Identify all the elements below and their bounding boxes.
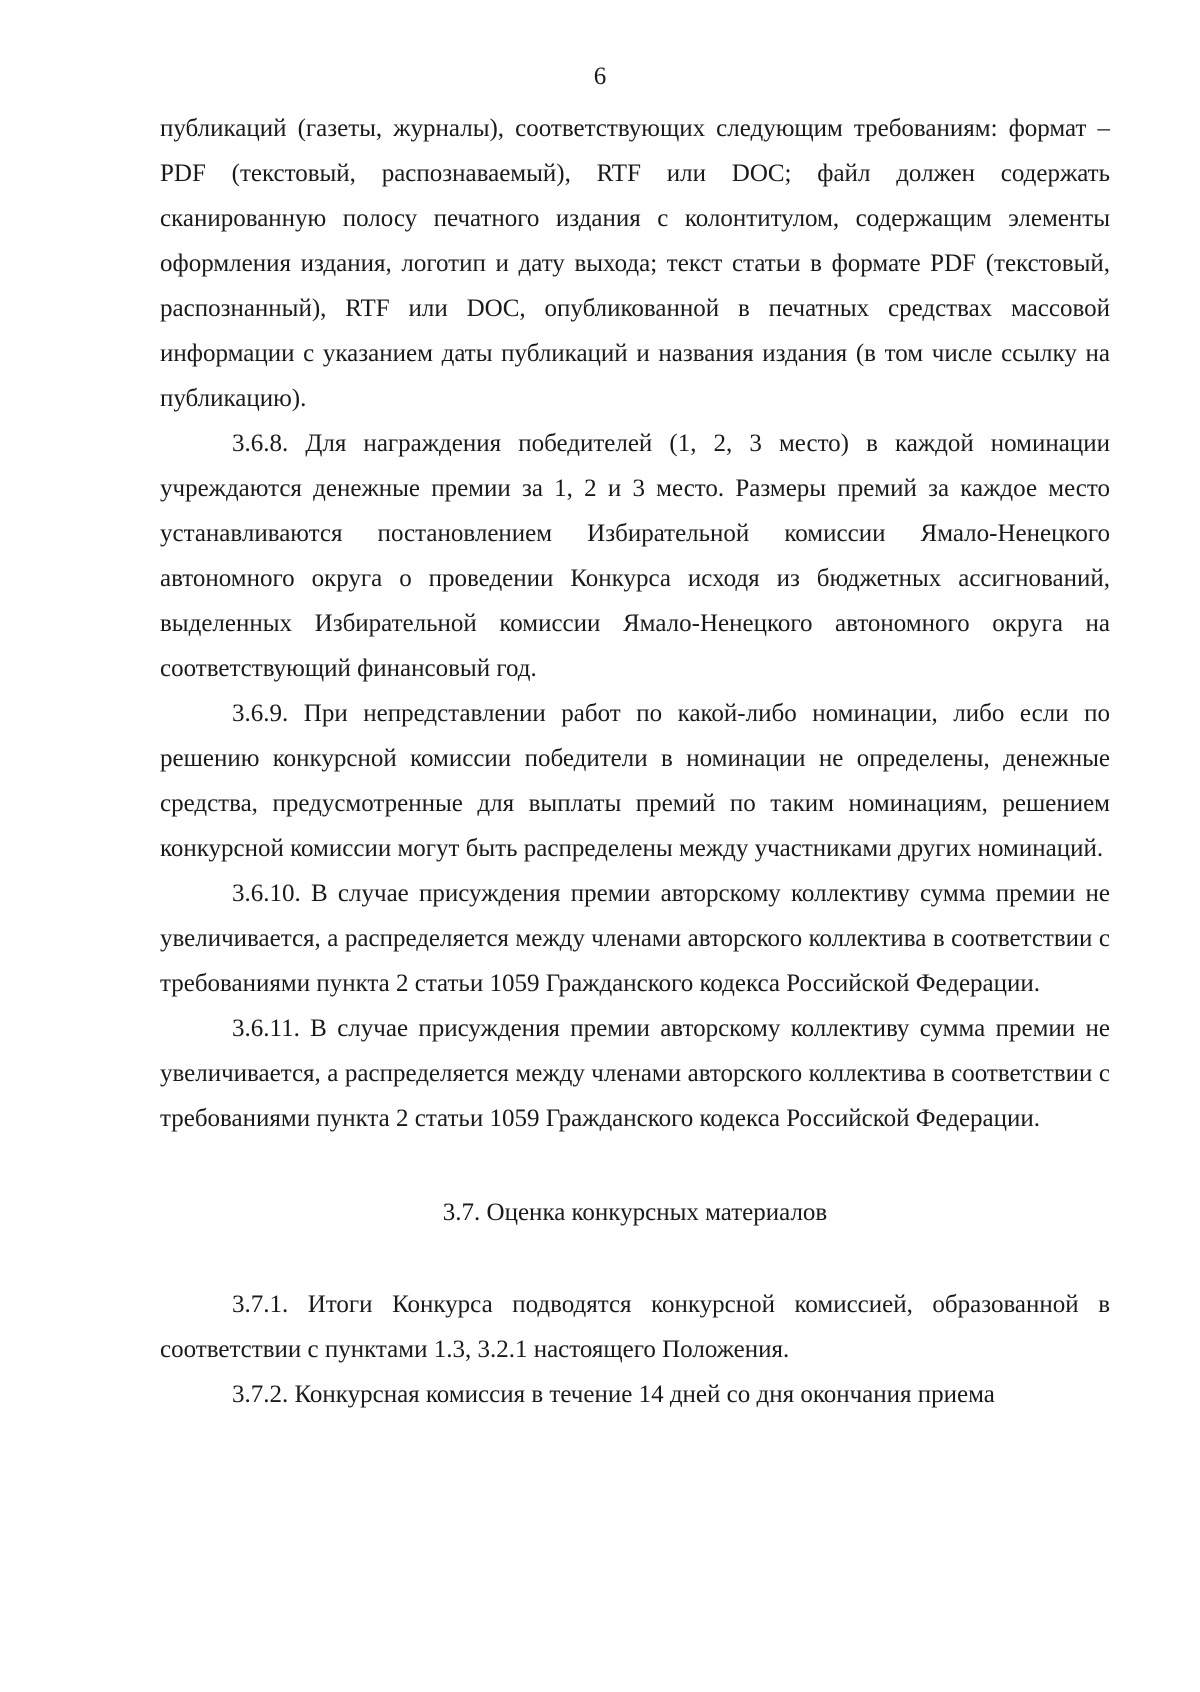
paragraph-3-7-2: 3.7.2. Конкурсная комиссия в течение 14 дней со дня окончания приема: [232, 1381, 995, 1408]
section-heading: 3.7. Оценка конкурсных материалов: [442, 1199, 828, 1226]
paragraph-continuation: публикаций (газеты, журналы), соответствующих следующим требованиям: формат – PDF (текстовый, распознаваемый), RTF или DOC; файл должен содержать сканированную полосу печатного издания с колонтитулом, содержащим элементы оформления издания, логотип и дату выхода; текст статьи в формате PDF (текстовый, распознанный), RTF или DOC, опубликованной в печатных средствах массовой информации с указанием даты публикаций и названия издания (в том числе ссылку на публикацию).: [160, 115, 1110, 412]
paragraph-3-6-10: 3.6.10. В случае присуждения премии авторскому коллективу сумма премии не увеличивается, а распределяется между членами авторского коллектива в соответствии с требованиями пункта 2 статьи 1059 Гражданского кодекса Российской Федерации.: [160, 880, 1110, 997]
paragraph-3-6-9: 3.6.9. При непредставлении работ по какой-либо номинации, либо если по решению конкурсной комиссии победители в номинации не определены, денежные средства, предусмотренные для выплаты премий по таким номинациям, решением конкурсной комиссии могут быть распределены между участниками других номинаций.: [160, 700, 1110, 862]
paragraph-3-7-1: 3.7.1. Итоги Конкурса подводятся конкурсной комиссией, образованной в соответствии с пунктами 1.3, 3.2.1 настоящего Положения.: [160, 1291, 1110, 1363]
paragraph-3-6-8: 3.6.8. Для награждения победителей (1, 2, 3 место) в каждой номинации учреждаются денежные премии за 1, 2 и 3 место. Размеры премий за каждое место устанавливаются постановлением Избирательной комиссии Ямало-Ненецкого автономного округа о проведении Конкурса исходя из бюджетных ассигнований, выделенных Избирательной комиссии Ямало-Ненецкого автономного округа на соответствующий финансовый год.: [160, 430, 1110, 682]
paragraph-3-6-11: 3.6.11. В случае присуждения премии авторскому коллективу сумма премии не увеличивается, а распределяется между членами авторского коллектива в соответствии с требованиями пункта 2 статьи 1059 Гражданского кодекса Российской Федерации.: [160, 1015, 1110, 1132]
document-body: [160, 106, 1110, 1417]
page-number: 6: [593, 63, 607, 90]
